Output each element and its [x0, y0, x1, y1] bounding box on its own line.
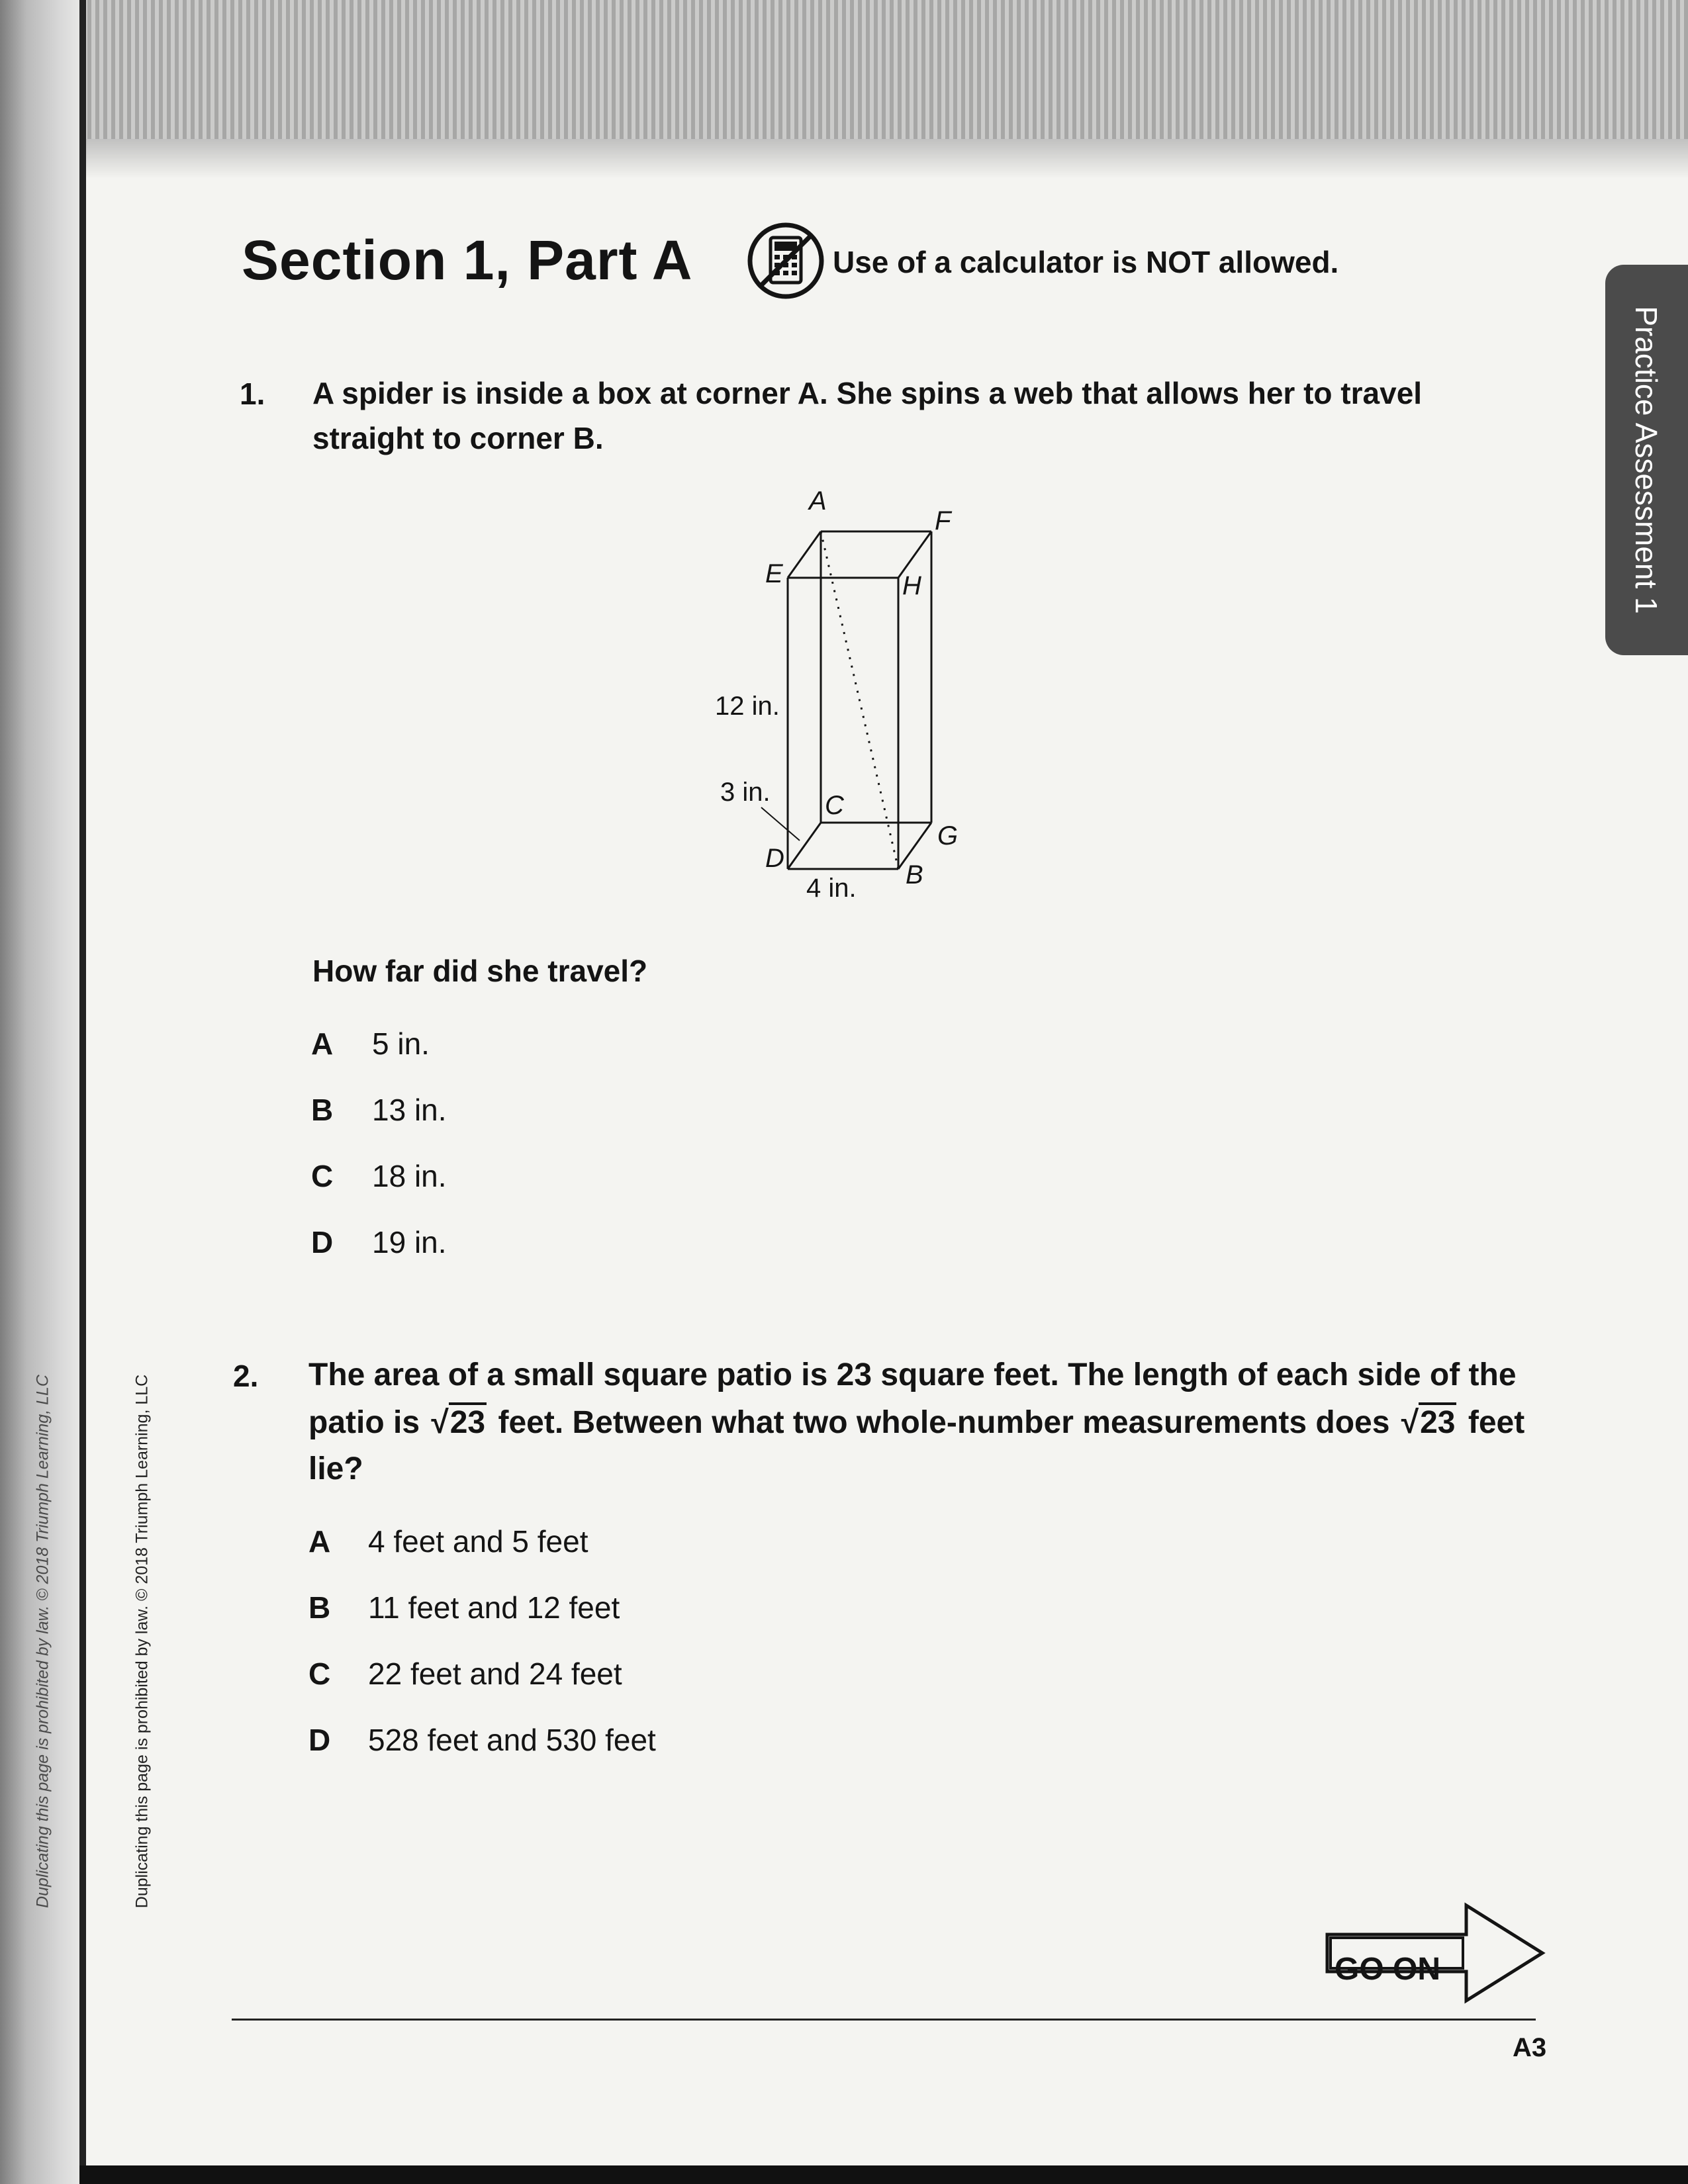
square-root-23: [431, 1404, 487, 1441]
question-1-text: A spider is inside a box at corner A. She spins a web that allows her to travel straight to corner B.: [312, 376, 1423, 455]
question-1-prompt: How far did she travel?: [312, 954, 648, 988]
square-root-23-second: [1401, 1404, 1457, 1441]
question-2-line-3: lie?: [308, 1451, 363, 1486]
vertex-h-label: H: [902, 571, 921, 600]
calculator-note: Use of a calculator is NOT allowed.: [833, 245, 1339, 279]
depth-label: 3 in.: [720, 778, 771, 807]
vertex-f-label: F: [935, 506, 951, 535]
scan-top-shadow: [0, 0, 1688, 179]
edge-ae: [788, 531, 821, 578]
q2-option-c-text: 22 feet and 24 feet: [368, 1657, 622, 1691]
rectangular-prism-figure: [715, 483, 1072, 907]
go-on-label: GO ON: [1335, 1952, 1441, 1987]
q1-option-c-letter: C: [311, 1159, 334, 1193]
q2-option-a-letter: A: [308, 1524, 331, 1559]
question-2-line-2-c: feet: [1468, 1405, 1525, 1440]
q2-option-b-text: 11 feet and 12 feet: [368, 1590, 620, 1625]
width-label: 4 in.: [806, 874, 857, 903]
page-number: A3: [1513, 2033, 1547, 2062]
vertex-e-label: E: [765, 559, 783, 588]
question-2-number: 2.: [233, 1359, 259, 1393]
footer-rule: [232, 2019, 1536, 2021]
copyright-notice-bleed: Duplicating this page is prohibited by law. © 2018 Triumph Learning, LLC: [33, 1375, 52, 1908]
radical-sign: √: [431, 1405, 449, 1440]
vertex-a-label: A: [809, 486, 827, 516]
vertex-b-label: B: [906, 860, 923, 889]
q1-option-b-text: 13 in.: [372, 1093, 447, 1127]
vertex-g-label: G: [937, 821, 959, 850]
q1-option-a-text: 5 in.: [372, 1026, 430, 1061]
vertex-c-label: C: [825, 791, 844, 820]
section-title: Section 1, Part A: [242, 229, 693, 291]
q1-option-c-text: 18 in.: [372, 1159, 447, 1193]
height-label: 12 in.: [715, 692, 780, 721]
q2-option-d-letter: D: [308, 1723, 331, 1757]
question-2-line-2-a: patio is: [308, 1405, 420, 1440]
question-2-line-2: [308, 1404, 1524, 1441]
q2-option-b-letter: B: [308, 1590, 331, 1625]
q1-option-b-letter: B: [311, 1093, 334, 1127]
radicand: 23: [449, 1402, 487, 1440]
q2-option-d-text: 528 feet and 530 feet: [368, 1723, 656, 1757]
radical-sign-second: √: [1401, 1405, 1419, 1440]
q2-option-c-letter: C: [308, 1657, 331, 1691]
side-tab-label: Practice Assessment 1: [1629, 306, 1664, 614]
q1-option-a-letter: A: [311, 1026, 334, 1061]
depth-leader: [761, 807, 800, 841]
practice-assessment-tab: [1605, 265, 1688, 655]
edge-cd: [788, 823, 821, 869]
question-2-line-1: The area of a small square patio is 23 square feet. The length of each side of the: [308, 1357, 1517, 1392]
no-calculator-icon: [747, 222, 825, 300]
copyright-notice: Duplicating this page is prohibited by law. © 2018 Triumph Learning, LLC: [132, 1374, 152, 1909]
binding-edge: [79, 0, 86, 2184]
radicand-second: 23: [1419, 1402, 1456, 1440]
scan-bottom-edge: [79, 2165, 1688, 2184]
question-2-line-2-b: feet. Between what two whole-number measurements does: [498, 1405, 1390, 1440]
q1-option-d-letter: D: [311, 1225, 334, 1259]
q2-option-a-text: 4 feet and 5 feet: [368, 1524, 588, 1559]
q1-option-d-text: 19 in.: [372, 1225, 447, 1259]
vertex-d-label: D: [765, 844, 784, 873]
question-1-number: 1.: [240, 377, 265, 411]
